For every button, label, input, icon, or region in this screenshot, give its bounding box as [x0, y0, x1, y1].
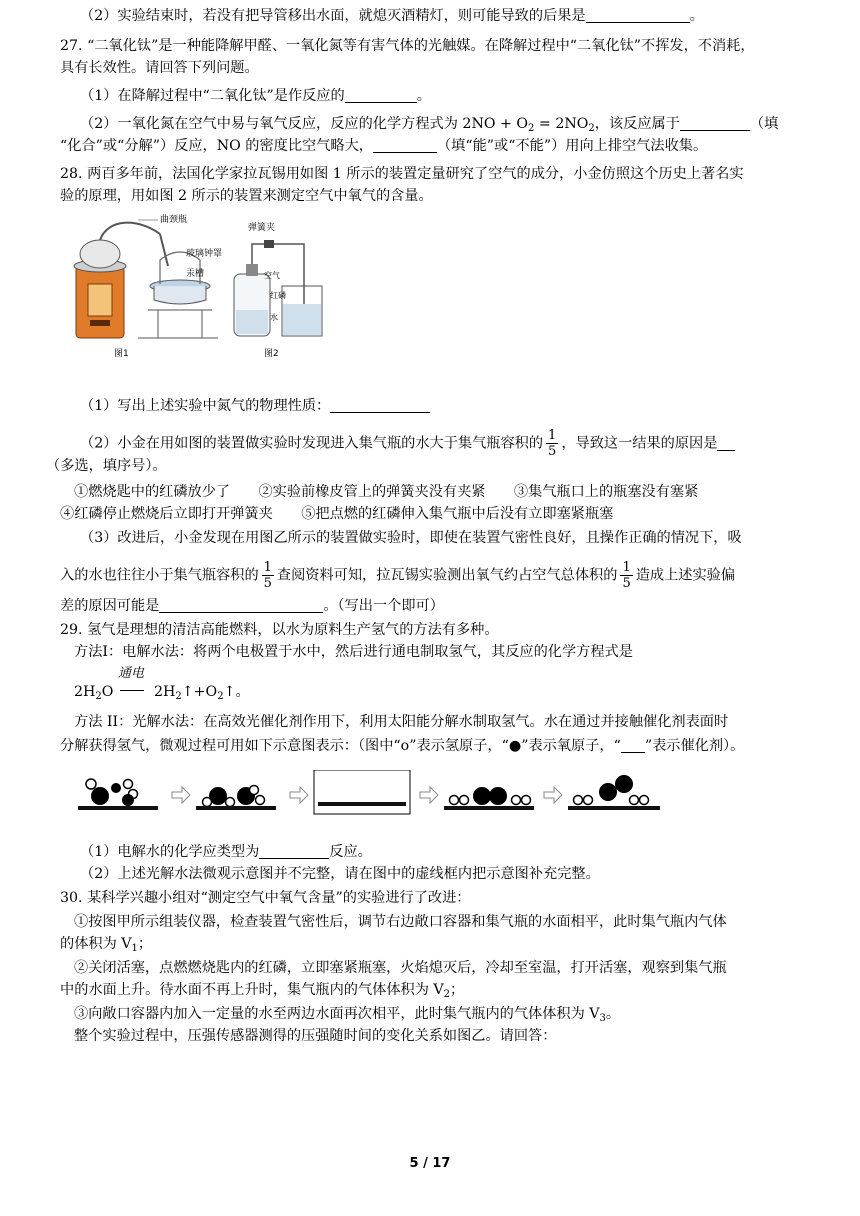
q30-closing: 整个实验过程中，压强传感器测得的压强随时间的变化关系如图乙。请回答： [74, 1028, 557, 1044]
q29-sub2: （2）上述光解水法微观示意图并不完整，请在图中的虚线框内把示意图补充完整。 [80, 866, 600, 882]
label-bell-jar: 玻璃钟罩 [186, 249, 223, 259]
answer-blank[interactable] [345, 86, 417, 103]
q28-sub2-line1: （2）小金在用如图的装置做实验时发现进入集气瓶的水大于集气瓶容积的 $\frac{1}{5}$ ，导致这一结果的原因是 [80, 428, 735, 459]
page-number: 5 / 17 [409, 1156, 451, 1171]
label-trough: 汞槽 [186, 269, 205, 279]
answer-blank[interactable] [373, 136, 437, 153]
q30-step3: ③向敞口容器内加入一定量的水至两边水面再次相平，此时集气瓶内的气体体积为 $V_3$。 [74, 1006, 621, 1024]
label-clamp: 弹簧夹 [248, 223, 276, 233]
bell-jar-illustration [138, 252, 218, 338]
q29-method2-line1: 方法 II：光解水法：在高效光催化剂作用下，利用太阳能分解水制取氢气。水在通过并接触催化剂表面时 [74, 714, 729, 730]
answer-blank[interactable] [680, 114, 750, 131]
caption-figure1: 图1 [114, 349, 129, 359]
q27-sub1: （1）在降解过程中“二氧化钛”是作反应的 。 [80, 88, 431, 104]
q29-sub1: （1）电解水的化学应类型为 反应。 [80, 844, 372, 860]
q30-stem: 30. 某科学兴趣小组对“测定空气中氧气含量”的实验进行了改进： [60, 890, 471, 906]
q27-sub2-line2: “化合”或“分解”）反应，NO 的密度比空气略大， （填“能”或“不能”）用向上排空气法收集。 [60, 138, 708, 154]
q28-sub1: （1）写出上述实验中氮气的物理性质： [80, 396, 430, 416]
stage-5 [568, 775, 660, 810]
fraction-one-fifth: $\frac{1}{5}$ [548, 428, 557, 459]
caption-figure2: 图2 [264, 349, 279, 359]
photolysis-micro-diagram [78, 770, 678, 820]
q28-sub3-line2: 入的水也往往小于集气瓶容积的 $\frac{1}{5}$ 查阅资料可知，拉瓦锡实验测出氧气约占空气总体积的 $\frac{1}{5}$ 造成上述实验偏 [60, 560, 736, 591]
label-curved-bottle: 曲颈瓶 [160, 215, 188, 225]
answer-blank[interactable] [159, 596, 323, 613]
stage-1 [78, 779, 158, 810]
q29-method2-line2: 分解获得氢气，微观过程可用如下示意图表示：（图中“o”表示氢原子，“●”表示氧原子，“ ”表示催化剂）。 [60, 738, 745, 754]
q26-sub2: （2）实验结束时，若没有把导管移出水面，就熄灭酒精灯，则可能导致的后果是 。 [80, 8, 704, 24]
q28-stem-line1: 28. 两百多年前，法国化学家拉瓦锡用如图 1 所示的装置定量研究了空气的成分，小金仿照这个历史上著名实 [60, 166, 744, 182]
answer-blank[interactable] [586, 6, 690, 23]
q28-stem-line2: 验的原理，用如图 2 所示的装置来测定空气中氧气的含量。 [60, 188, 433, 204]
experiment-figure [68, 214, 330, 364]
q27-stem-line1: 27. “二氧化钛”是一种能降解甲醛、一氧化氮等有害气体的光触媒。在降解过程中“二氧化钛”不挥发，不消耗， [60, 38, 755, 54]
answer-blank[interactable] [717, 434, 735, 451]
q28-sub2-line2: （多选，填序号）。 [46, 458, 167, 474]
q28-sub3-line3: 差的原因可能是 。（写出一个即可） [60, 598, 444, 614]
fraction-one-fifth: $\frac{1}{5}$ [263, 560, 272, 591]
q30-step2-line2: 中的水面上升。待水面不再上升时，集气瓶内的气体体积为 $V_2$； [60, 982, 465, 1000]
q29-method1: 方法I：电解水法：将两个电极置于水中，然后进行通电制取氢气，其反应的化学方程式是 [74, 644, 633, 660]
stage-2 [196, 786, 276, 811]
gas-bottle-illustration [234, 240, 322, 336]
q30-step1-line1: ①按图甲所示组装仪器，检查装置气密性后，调节右边敞口容器和集气瓶的水面相平，此时集气瓶内气体 [74, 914, 727, 930]
fraction-one-fifth: $\frac{1}{5}$ [622, 560, 631, 591]
answer-blank[interactable] [330, 396, 430, 413]
catalyst-symbol [621, 736, 645, 753]
label-water: 水 [270, 313, 278, 322]
stage-4 [444, 787, 534, 810]
label-air: 空气 [264, 271, 280, 280]
answer-blank[interactable] [259, 842, 329, 859]
q27-sub2-line1: （2）一氧化氮在空气中易与氧气反应，反应的化学方程式为 $2NO + O_2 = 2NO_2$，该反应属于 （填 [80, 116, 779, 134]
q30-step2-line1: ②关闭活塞，点燃燃烧匙内的红磷，立即塞紧瓶塞，火焰熄灭后，冷却至室温，打开活塞，观察到集气瓶 [74, 960, 727, 976]
q28-sub3-line1: （3）改进后，小金发现在用图乙所示的装置做实验时，即使在装置气密性良好，且操作正确的情况下，吸 [80, 530, 742, 546]
q28-options-line2: ④红磷停止燃烧后立即打开弹簧夹 ⑤把点燃的红磷伸入集气瓶中后没有立即塞紧瓶塞 [60, 506, 614, 522]
q30-step1-line2: 的体积为 $V_1$； [60, 936, 153, 954]
stage-3-blank-box [314, 770, 410, 814]
label-red-phosphorus: 红磷 [270, 291, 286, 300]
electrolysis-equation: $2H_2O$ 通电 $2H_2↑+O_2↑$。 [74, 666, 250, 702]
furnace-illustration [74, 223, 168, 338]
q29-stem: 29. 氢气是理想的清洁高能燃料，以水为原料生产氢气的方法有多种。 [60, 622, 499, 638]
q27-stem-line2: 具有长效性。请回答下列问题。 [60, 60, 259, 76]
q28-options-line1: ①燃烧匙中的红磷放少了 ②实验前橡皮管上的弹簧夹没有夹紧 ③集气瓶口上的瓶塞没有塞紧 [74, 484, 699, 500]
